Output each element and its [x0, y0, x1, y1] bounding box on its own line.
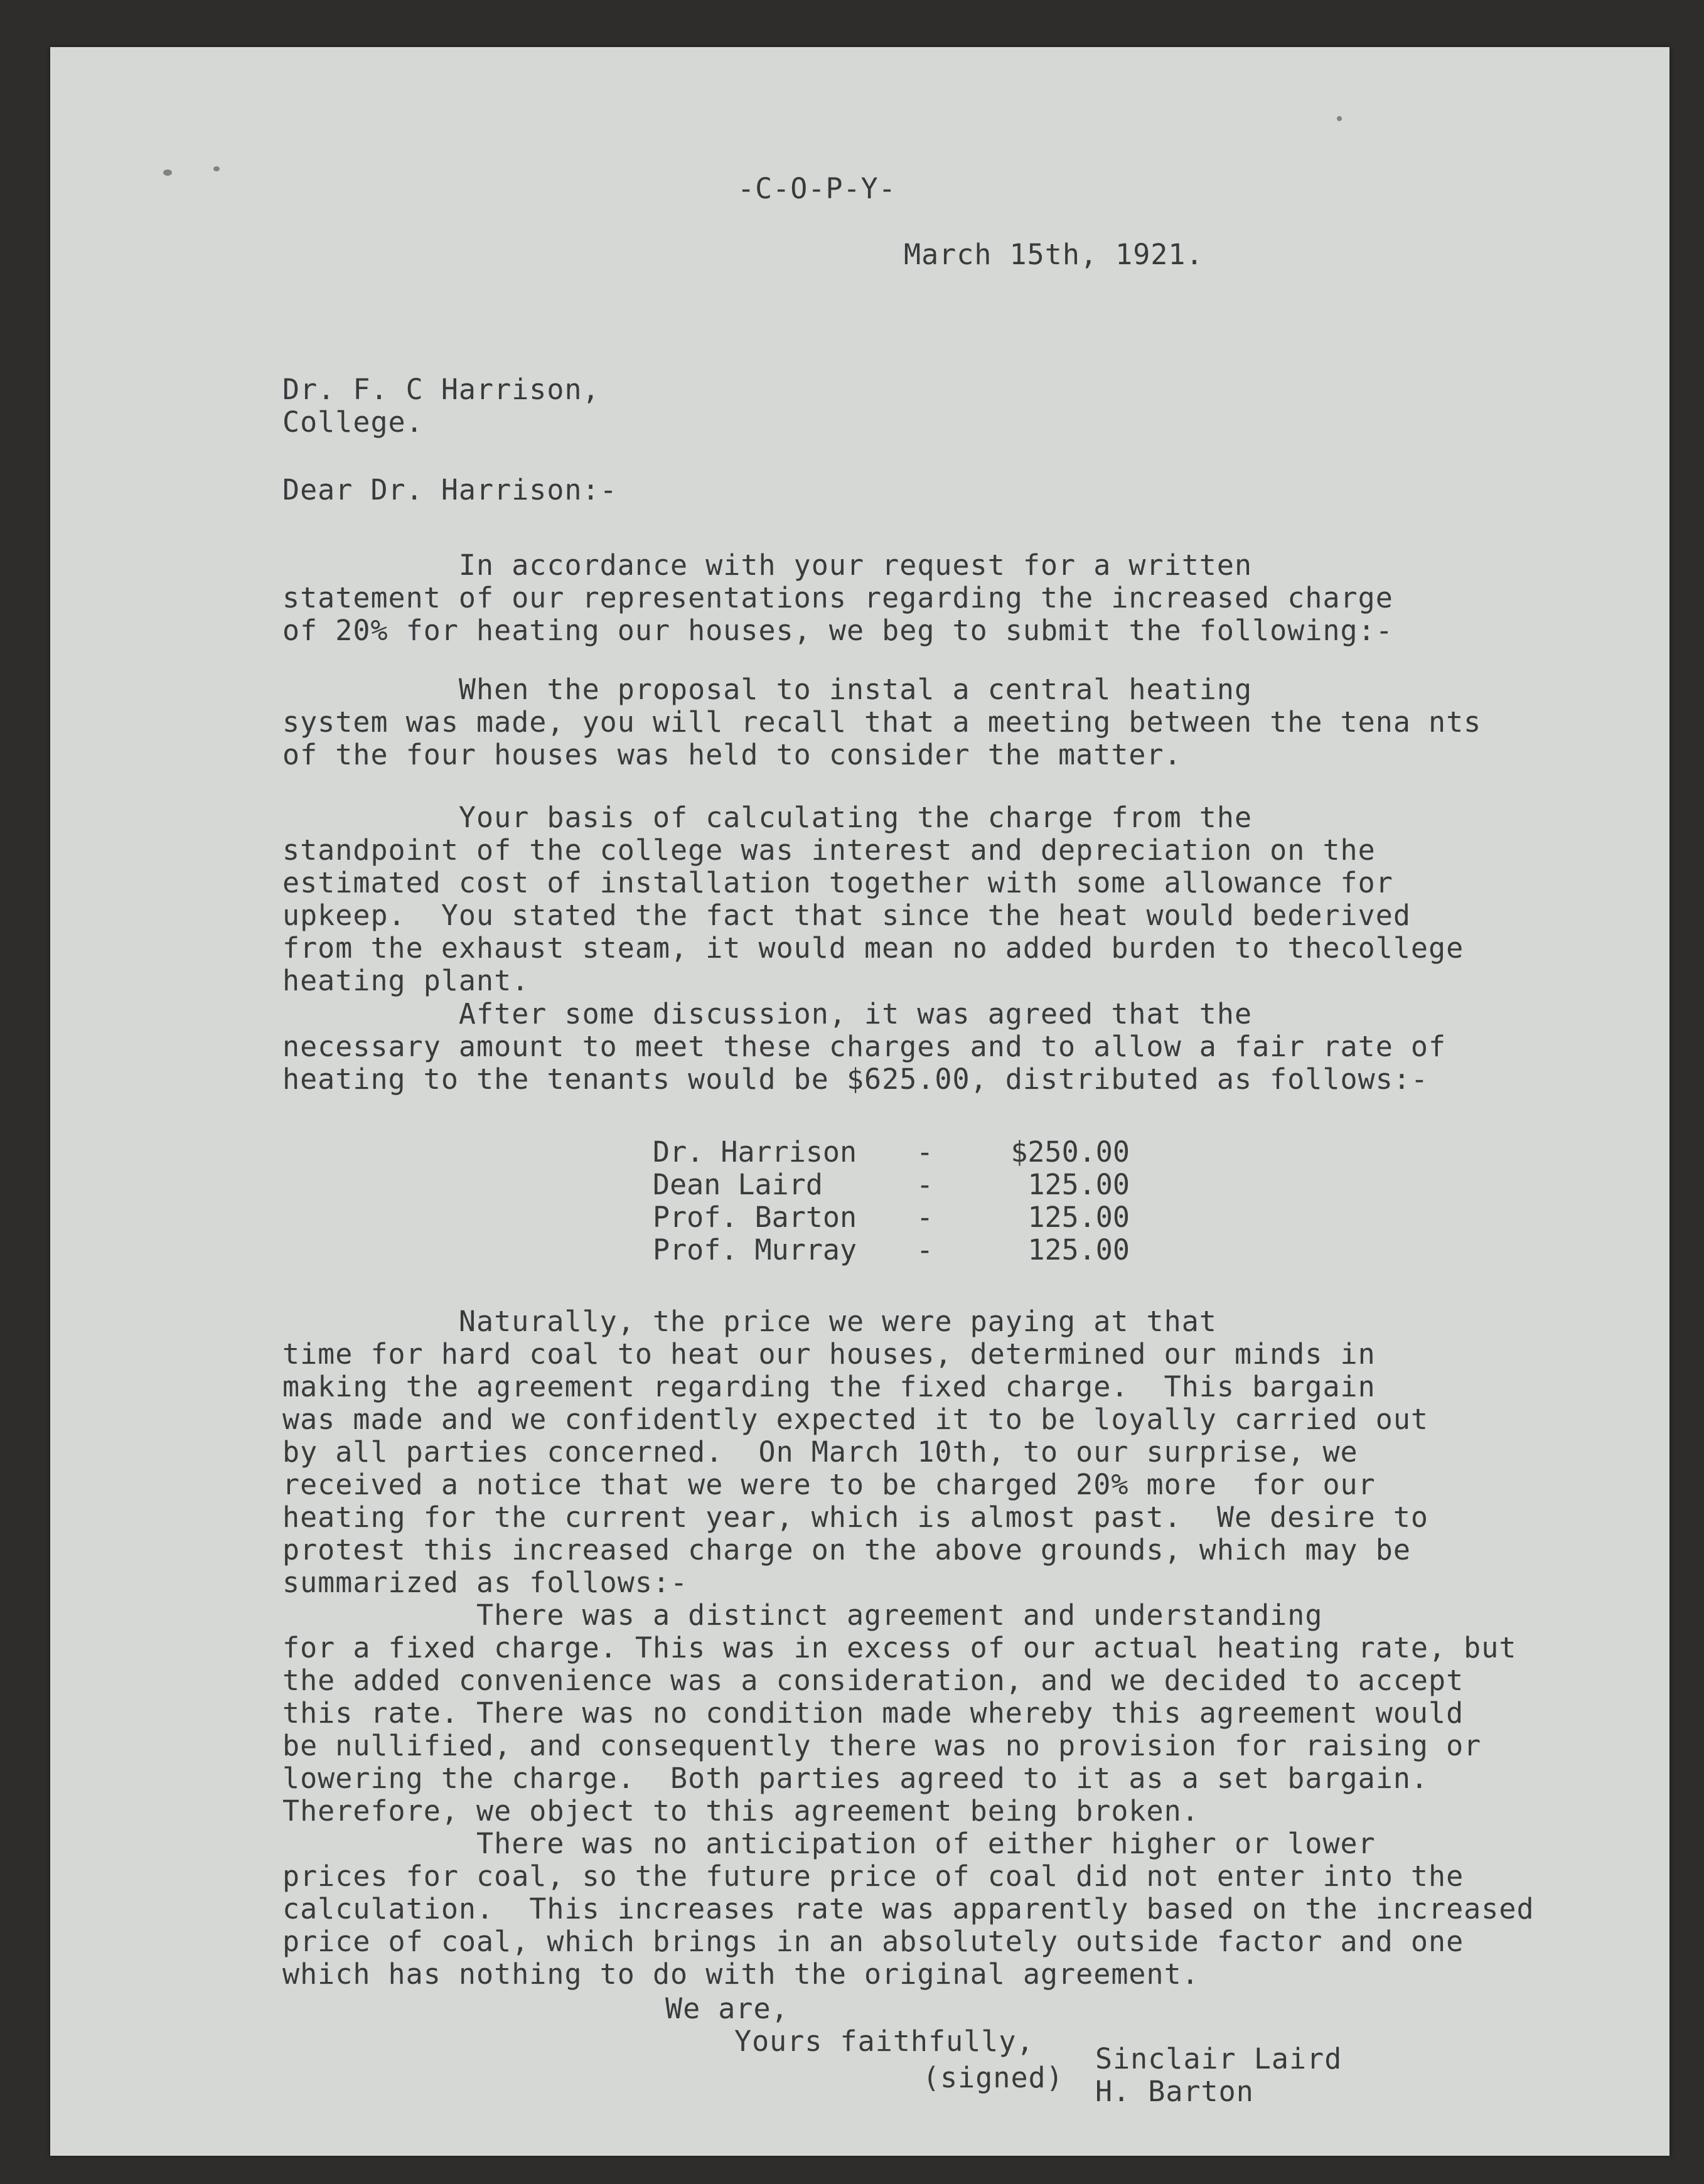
ink-stain	[213, 166, 220, 171]
signer-laird: Sinclair Laird	[1095, 2042, 1342, 2075]
signer-barton: H. Barton	[1095, 2075, 1254, 2108]
distribution-row: Prof. Barton - 125.00	[653, 1201, 1130, 1234]
paragraph-basis: Your basis of calculating the charge from the standpoint of the college was interest and depreciation on the estimated cost of installation together with some allowance for upkeep. You stated the fact that since the heat would bederived from the exhaust steam, it would mean no added burden to thecollege heating plant.	[282, 801, 1464, 997]
paragraph-request: In accordance with your request for a written statement of our representations regarding the increased charge of 20% for heating our houses, we beg to submit the following:-	[282, 549, 1393, 647]
letter-page	[50, 47, 1669, 2156]
ink-stain	[163, 169, 172, 176]
closing-yours-faithfully: Yours faithfully,	[734, 2025, 1034, 2058]
paragraph-proposal: When the proposal to instal a central heating system was made, you will recall that a meeting between the tena nts of the four houses was held to consider the matter.	[282, 673, 1482, 771]
ink-stain	[1337, 116, 1342, 121]
recipient-name: Dr. F. C Harrison,	[282, 373, 600, 406]
copy-heading: -C-O-P-Y-	[737, 172, 896, 205]
paragraph-agreement: After some discussion, it was agreed that the necessary amount to meet these charges and to allow a fair rate of heating to the tenants would be $625.00, distributed as follows:-	[282, 997, 1447, 1096]
distribution-row: Dr. Harrison - $250.00	[653, 1135, 1130, 1169]
distribution-row: Prof. Murray - 125.00	[653, 1233, 1130, 1266]
paragraph-notice: Naturally, the price we were paying at that time for hard coal to heat our houses, determined our minds in making the agreement regarding the fixed charge. This bargain was made and we confidently expected it to be loyally carried out by all parties concerned. On March 10th, to our surprise, we received a notice that we were to be charged 20% more for our heating for the current year, which is almost past. We desire to protest this increased charge on the above grounds, which may be summarized as follows:-	[282, 1305, 1428, 1599]
letter-date: March 15th, 1921.	[904, 238, 1204, 271]
paragraph-coal-price: There was no anticipation of either higher or lower prices for coal, so the future price of coal did not enter into the calculation. This increases rate was apparently based on the increased price of coal, which brings in an absolutely outside factor and one which has nothing to do with the original agreement.	[282, 1827, 1535, 1991]
recipient-place: College.	[282, 405, 424, 439]
distribution-row: Dean Laird - 125.00	[653, 1168, 1130, 1201]
salutation: Dear Dr. Harrison:-	[282, 473, 618, 506]
closing-we-are: We are,	[665, 1992, 789, 2025]
paragraph-fixed-charge: There was a distinct agreement and understanding for a fixed charge. This was in excess of our actual heating rate, but the added convenience was a consideration, and we decided to accept this rate. There was no condition made whereby this agreement would be nullified, and consequently there was no provision for raising or lowering the charge. Both parties agreed to it as a set bargain. Therefore, we object to this agreement being broken.	[282, 1598, 1517, 1828]
signed-label: (signed)	[923, 2061, 1064, 2094]
